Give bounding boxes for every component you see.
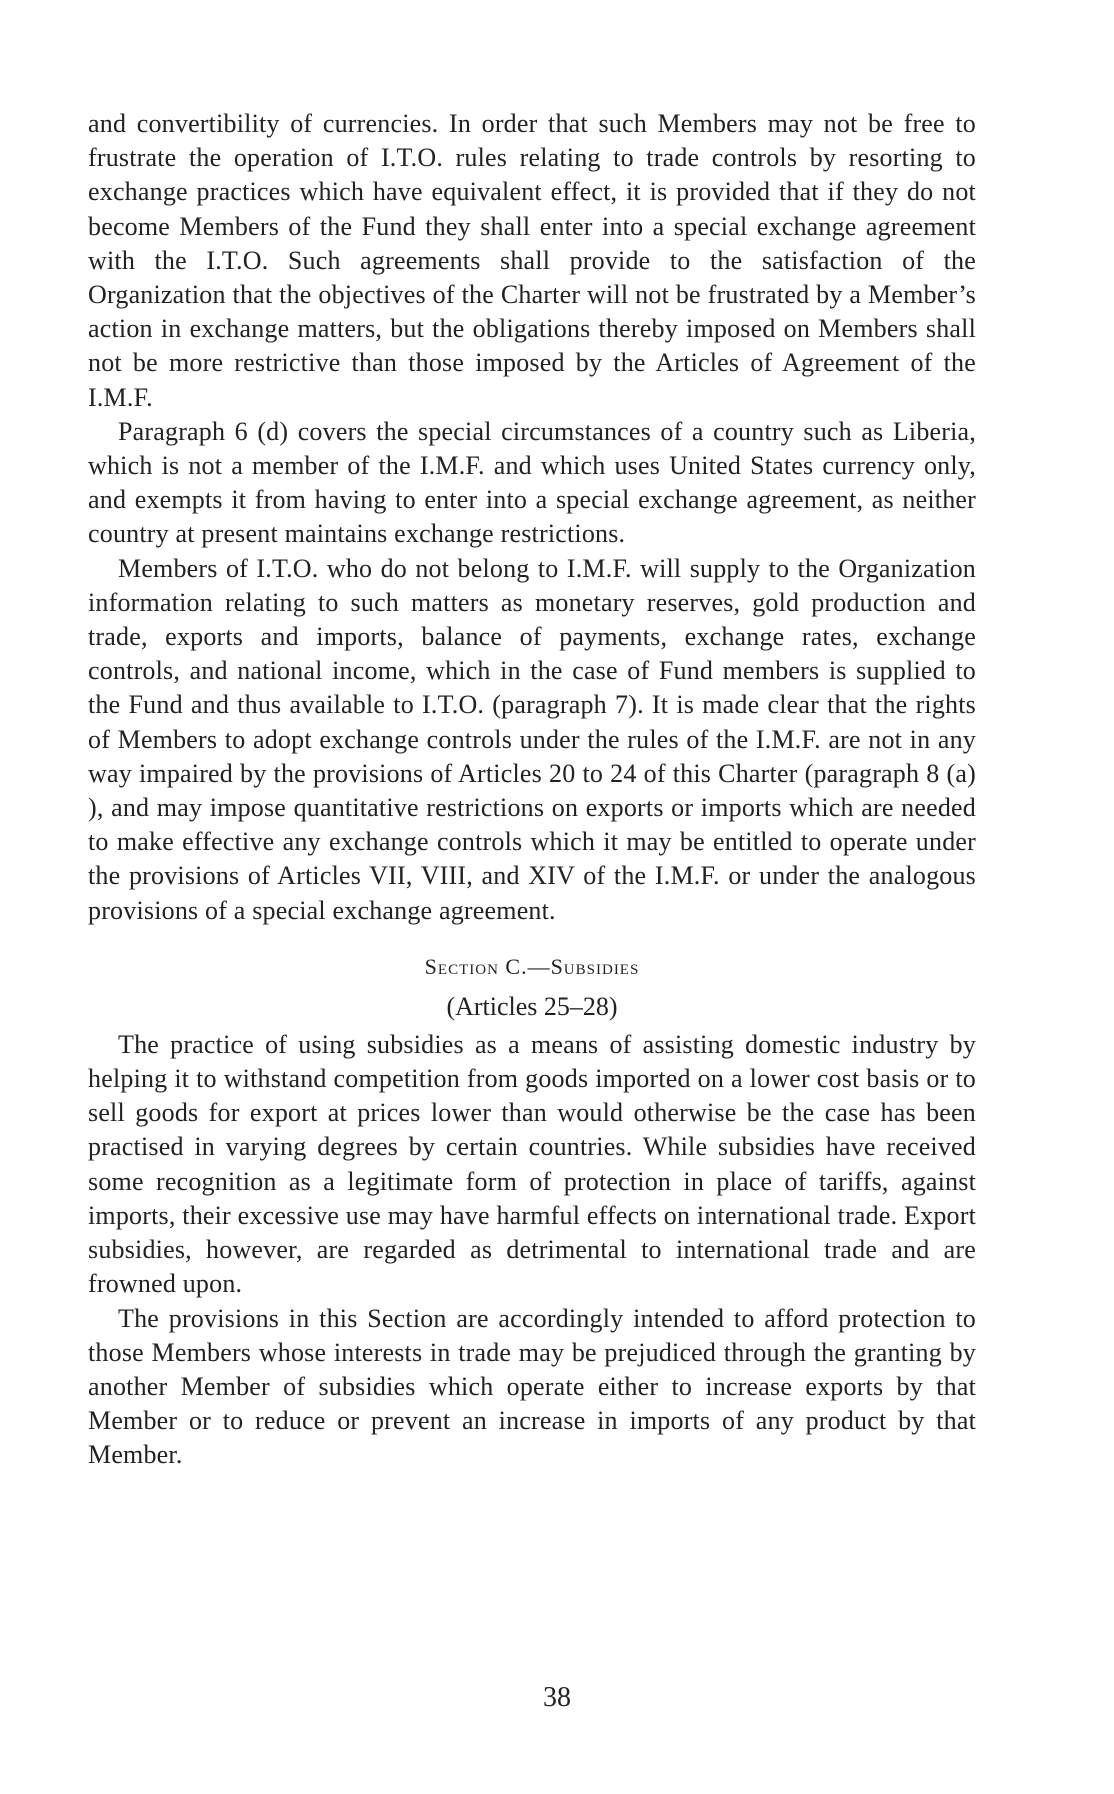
paragraph-exchange-agreements: and convertibility of currencies. In order that such Members may not be free to frustrate the operation of I.T.O. rules relating to trade controls by resorting to exchange practices which have equivalent effect, it is provided that if they do not become Members of the Fund they shall enter into a special exchange agreement with the I.T.O. Such agreements shall provide to the satisfaction of the Organization that the objectives of the Charter will not be frustrated by a Member’s action in exchange matters, but the obligations thereby imposed on Members shall not be more restrictive than those imposed by the Articles of Agreement of the I.M.F. <box>88 109 976 412</box>
page-number: 38 <box>543 1682 571 1713</box>
section-articles: (Articles 25–28) <box>446 991 618 1021</box>
paragraph-liberia: Paragraph 6 (d) covers the special circumstances of a country such as Liberia, which is not a member of the I.M.F. and which uses United States currency only, and exempts it from having to enter into a special exchange agreement, as neither country at present maintains exchange restrictions. <box>88 416 976 549</box>
paragraph-subsidies-practice: The practice of using subsidies as a means of assisting domestic industry by helping it to withstand competition from goods imported on a lower cost basis or to sell goods for export at prices lower than would otherwise be the case has been practised in varying degrees by certain countries. While subsidies have received some recognition as a legitimate form of protection in place of tariffs, against imports, their excessive use may have harmful effects on international trade. Export subsidies, however, are regarded as detrimental to international trade and are frowned upon. <box>88 1029 976 1299</box>
body-text <box>88 107 976 1473</box>
section-heading: Section C.—Subsidies <box>424 953 640 979</box>
paragraph-information-supply: Members of I.T.O. who do not belong to I.M.F. will supply to the Organization information relating to such matters as monetary reserves, gold production and trade, exports and imports, balance of payments, exchange rates, exchange controls, and national income, which in the case of Fund members is supplied to the Fund and thus available to I.T.O. (paragraph 7). It is made clear that the rights of Members to adopt exchange controls under the rules of the I.M.F. are not in any way impaired by the provisions of Articles 20 to 24 of this Charter (paragraph 8 (a) ), and may impose quantitative restrictions on exports or imports which are needed to make effective any exchange controls which it may be entitled to operate under the provisions of Articles VII, VIII, and XIV of the I.M.F. or under the analogous provisions of a special exchange agreement. <box>88 553 976 925</box>
paragraph-subsidies-provisions: The provisions in this Section are accordingly intended to afford protection to those Members whose interests in trade may be prejudiced through the granting by another Member of subsidies which operate either to increase exports by that Member or to reduce or prevent an increase in imports of any product by that Member. <box>88 1303 976 1470</box>
